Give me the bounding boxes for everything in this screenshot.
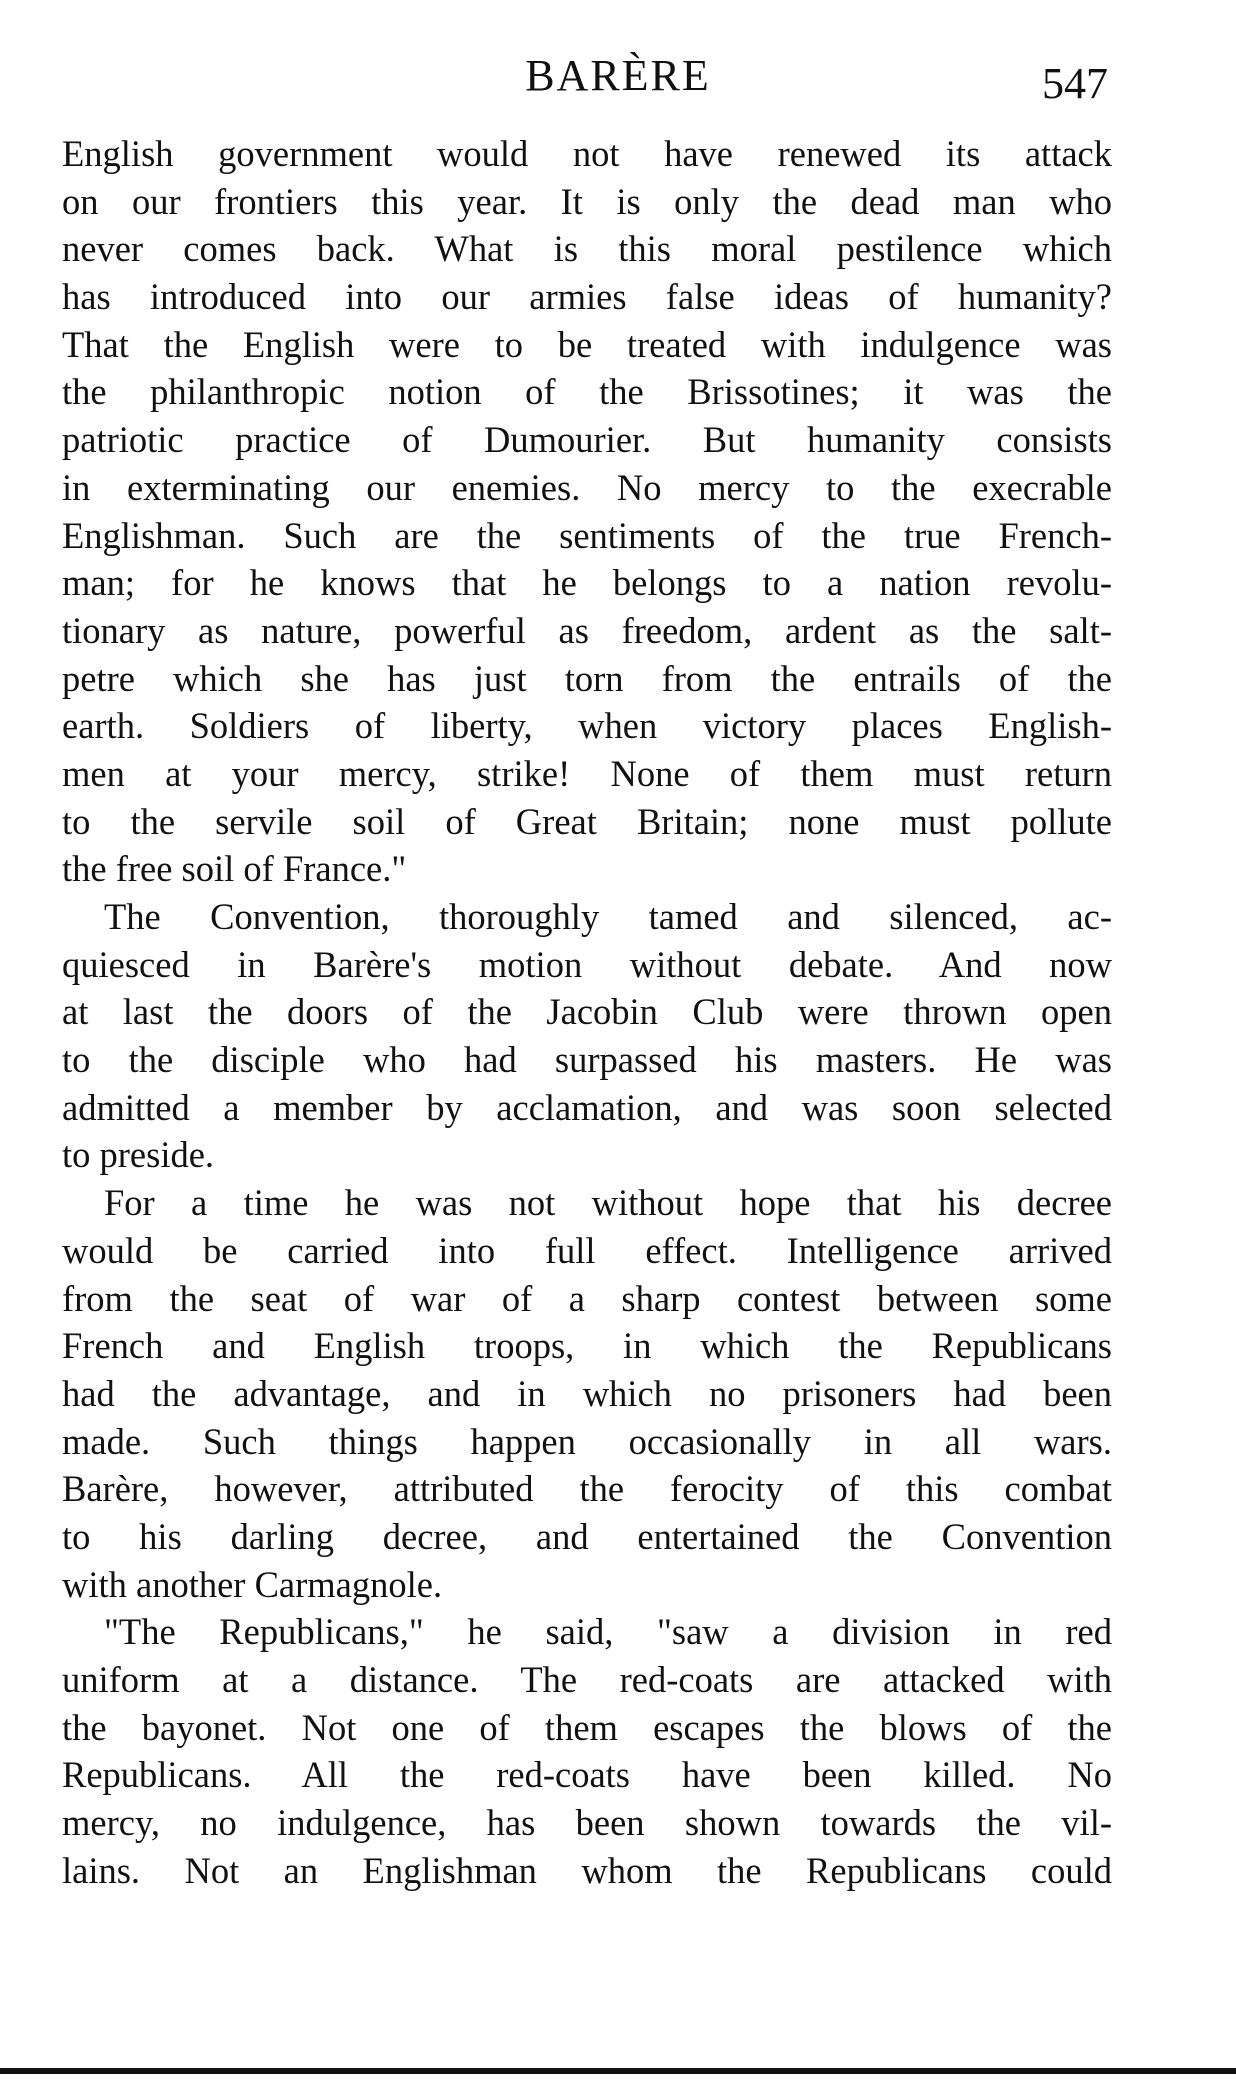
text-line: in exterminating our enemies. No mercy to the execrable bbox=[62, 466, 1112, 508]
text-line: earth. Soldiers of liberty, when victory places English- bbox=[62, 705, 1112, 747]
paragraph-start-line: For a time he was not without hope that his decree bbox=[104, 1182, 1112, 1224]
text-line: to preside. bbox=[62, 1134, 215, 1176]
text-line: the free soil of France." bbox=[62, 848, 407, 890]
text-line: uniform at a distance. The red-coats are attacked with bbox=[62, 1659, 1112, 1700]
text-line: had the advantage, and in which no prisoners had been bbox=[62, 1372, 1112, 1414]
text-line: with another Carmagnole. bbox=[62, 1563, 443, 1605]
text-line: petre which she has just torn from the entrails of the bbox=[62, 657, 1112, 699]
text-line: to the disciple who had surpassed his masters. He was bbox=[62, 1039, 1112, 1081]
text-line: French and English troops, in which the Republicans bbox=[62, 1325, 1112, 1367]
paragraph-start-line: "The Republicans," he said, "saw a division in red bbox=[104, 1611, 1112, 1653]
paragraph-start-line: The Convention, thoroughly tamed and silenced, ac- bbox=[104, 896, 1112, 937]
text-line: on our frontiers this year. It is only the dead man who bbox=[62, 180, 1112, 222]
text-line: Englishman. Such are the sentiments of the true French- bbox=[62, 514, 1112, 556]
text-line: That the English were to be treated with indulgence was bbox=[62, 323, 1112, 365]
text-line: men at your mercy, strike! None of them must return bbox=[62, 752, 1112, 794]
text-line: quiesced in Barère's motion without debate. And now bbox=[62, 943, 1112, 985]
text-line: has introduced into our armies false ideas of humanity? bbox=[62, 276, 1112, 318]
running-title: BARÈRE bbox=[525, 51, 711, 100]
text-line: to the servile soil of Great Britain; none must pollute bbox=[62, 800, 1112, 842]
running-head bbox=[0, 50, 1236, 110]
text-line: patriotic practice of Dumourier. But humanity consists bbox=[62, 419, 1112, 461]
text-line: admitted a member by acclamation, and was soon selected bbox=[62, 1086, 1112, 1128]
text-line: from the seat of war of a sharp contest between some bbox=[62, 1277, 1112, 1319]
page-bottom-rule bbox=[0, 2068, 1236, 2074]
text-line: tionary as nature, powerful as freedom, ardent as the salt- bbox=[62, 609, 1112, 651]
text-line: at last the doors of the Jacobin Club were thrown open bbox=[62, 991, 1112, 1033]
text-line: would be carried into full effect. Intelligence arrived bbox=[62, 1229, 1112, 1271]
body-text bbox=[62, 130, 1112, 1894]
text-line: Republicans. All the red-coats have been killed. No bbox=[62, 1754, 1112, 1796]
text-line: the philanthropic notion of the Brissotines; it was the bbox=[62, 371, 1112, 413]
text-line: never comes back. What is this moral pestilence which bbox=[62, 228, 1112, 270]
text-line: to his darling decree, and entertained the Convention bbox=[62, 1515, 1112, 1557]
text-line: Barère, however, attributed the ferocity of this combat bbox=[62, 1468, 1112, 1510]
text-line: lains. Not an Englishman whom the Republicans could bbox=[62, 1849, 1112, 1891]
text-line: English government would not have renewed its attack bbox=[62, 133, 1112, 174]
page-number: 547 bbox=[1042, 59, 1108, 108]
text-line: made. Such things happen occasionally in all wars. bbox=[62, 1420, 1112, 1462]
text-line: mercy, no indulgence, has been shown towards the vil- bbox=[62, 1802, 1112, 1844]
text-line: the bayonet. Not one of them escapes the blows of the bbox=[62, 1706, 1112, 1748]
text-line: man; for he knows that he belongs to a nation revolu- bbox=[62, 562, 1112, 604]
